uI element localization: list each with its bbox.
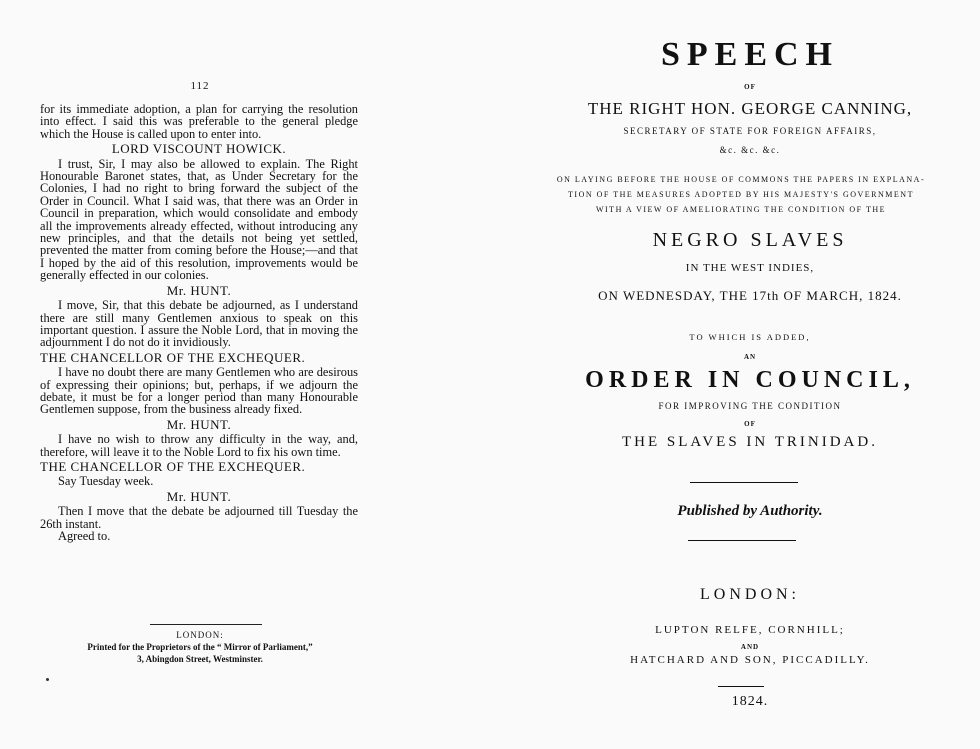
left-page — [0, 0, 400, 749]
occasion-line: WITH A VIEW OF AMELIORATING THE CONDITION OF THE — [595, 205, 887, 214]
occasion-line: TION OF THE MEASURES ADOPTED BY HIS MAJESTY'S GOVERNMENT — [568, 190, 914, 199]
place-line: IN THE WEST INDIES, — [685, 262, 815, 274]
speaker-heading: Mr. HUNT. — [166, 488, 232, 504]
imprint-city: LONDON: — [176, 630, 224, 640]
speaker-name: THE RIGHT HON. GEORGE CANNING, — [587, 99, 913, 118]
speaker-heading: Mr. HUNT. — [166, 416, 232, 432]
speaker-heading: Mr. HUNT. — [166, 282, 232, 298]
speech-paragraph: I move, Sir, that this debate be adjourned, as I understand there are still many Gentlemen anxious to speak on this important question. I assure the Noble Lord, that in moving the adjournment I do not do it invidiously. — [40, 298, 358, 350]
title-page — [520, 0, 980, 749]
speech-paragraph: Then I move that the debate be adjourned till Tuesday the 26th instant. — [40, 504, 358, 531]
speaker-heading: THE CHANCELLOR OF THE EXCHEQUER. — [40, 458, 306, 474]
imprint-line: 3, Abingdon Street, Westminster. — [137, 654, 263, 664]
speech-paragraph: I have no doubt there are many Gentlemen who are desirous of expressing their opinions; but, perhaps, if we adjourn the debate, it must be for a longer period than many Honourable Gentlemen suppose, from the business already fixed. — [40, 365, 358, 417]
connector-text: OF — [744, 83, 756, 91]
subject-heading: NEGRO SLAVES — [652, 229, 848, 251]
speech-paragraph: Say Tuesday week. — [58, 474, 154, 489]
occasion-line: ON LAYING BEFORE THE HOUSE OF COMMONS THE PAPERS IN EXPLANA- — [556, 175, 926, 184]
divider — [718, 686, 764, 687]
ink-speck — [46, 678, 49, 681]
date-line: ON WEDNESDAY, THE 17th OF MARCH, 1824. — [598, 288, 902, 303]
divider — [690, 482, 798, 483]
title-heading: SPEECH — [660, 36, 840, 73]
connector-text: OF — [744, 420, 756, 428]
city-heading: LONDON: — [700, 586, 800, 603]
opening-paragraph: for its immediate adoption, a plan for carrying the resolution into effect. I said this was preferable to the general pledge which the House is called upon to enter into. — [40, 102, 358, 141]
page-number: 112 — [190, 80, 210, 92]
publisher-line: LUPTON RELFE, CORNHILL; — [655, 624, 845, 636]
connector-text: AND — [740, 643, 760, 651]
improving-line: FOR IMPROVING THE CONDITION — [658, 401, 842, 411]
speaker-heading: THE CHANCELLOR OF THE EXCHEQUER. — [40, 349, 306, 365]
speaker-heading: LORD VISCOUNT HOWICK. — [111, 141, 287, 157]
speaker-office: SECRETARY OF STATE FOR FOREIGN AFFAIRS, — [623, 126, 877, 136]
speech-paragraph: I trust, Sir, I may also be allowed to explain. The Right Honourable Baronet states, that, as Under Secretary for the Colonies, I had no right to bring forward the subject of the Order in Council. What I said was, that there was an Order in Council in preparation, which would consolidate and embody all the improvements already effected, without introducing any new principles, and that the details not being yet settled, prevented the matter from coming before the House;—and that I hoped by the aid of this resolution, improvements would be generally effected in our colonies. — [40, 156, 358, 283]
speech-paragraph: I have no wish to throw any difficulty in the way, and, therefore, will leave it to the Noble Lord to fix his own time. — [40, 432, 358, 459]
authority-line: Published by Authority. — [677, 503, 823, 519]
publisher-line: HATCHARD AND SON, PICCADILLY. — [630, 654, 870, 666]
publication-year: 1824. — [731, 694, 769, 709]
speech-paragraph: Agreed to. — [58, 529, 111, 543]
etc-text: &c. &c. &c. — [719, 145, 781, 155]
debate-text — [40, 103, 358, 542]
connector-text: AN — [743, 353, 757, 361]
order-heading: ORDER IN COUNCIL, — [585, 367, 915, 393]
trinidad-heading: THE SLAVES IN TRINIDAD. — [622, 434, 878, 450]
divider — [688, 540, 796, 541]
imprint-line: Printed for the Proprietors of the “ Mirror of Parliament,” — [87, 642, 313, 652]
added-line: TO WHICH IS ADDED, — [689, 332, 811, 342]
divider — [150, 624, 262, 625]
